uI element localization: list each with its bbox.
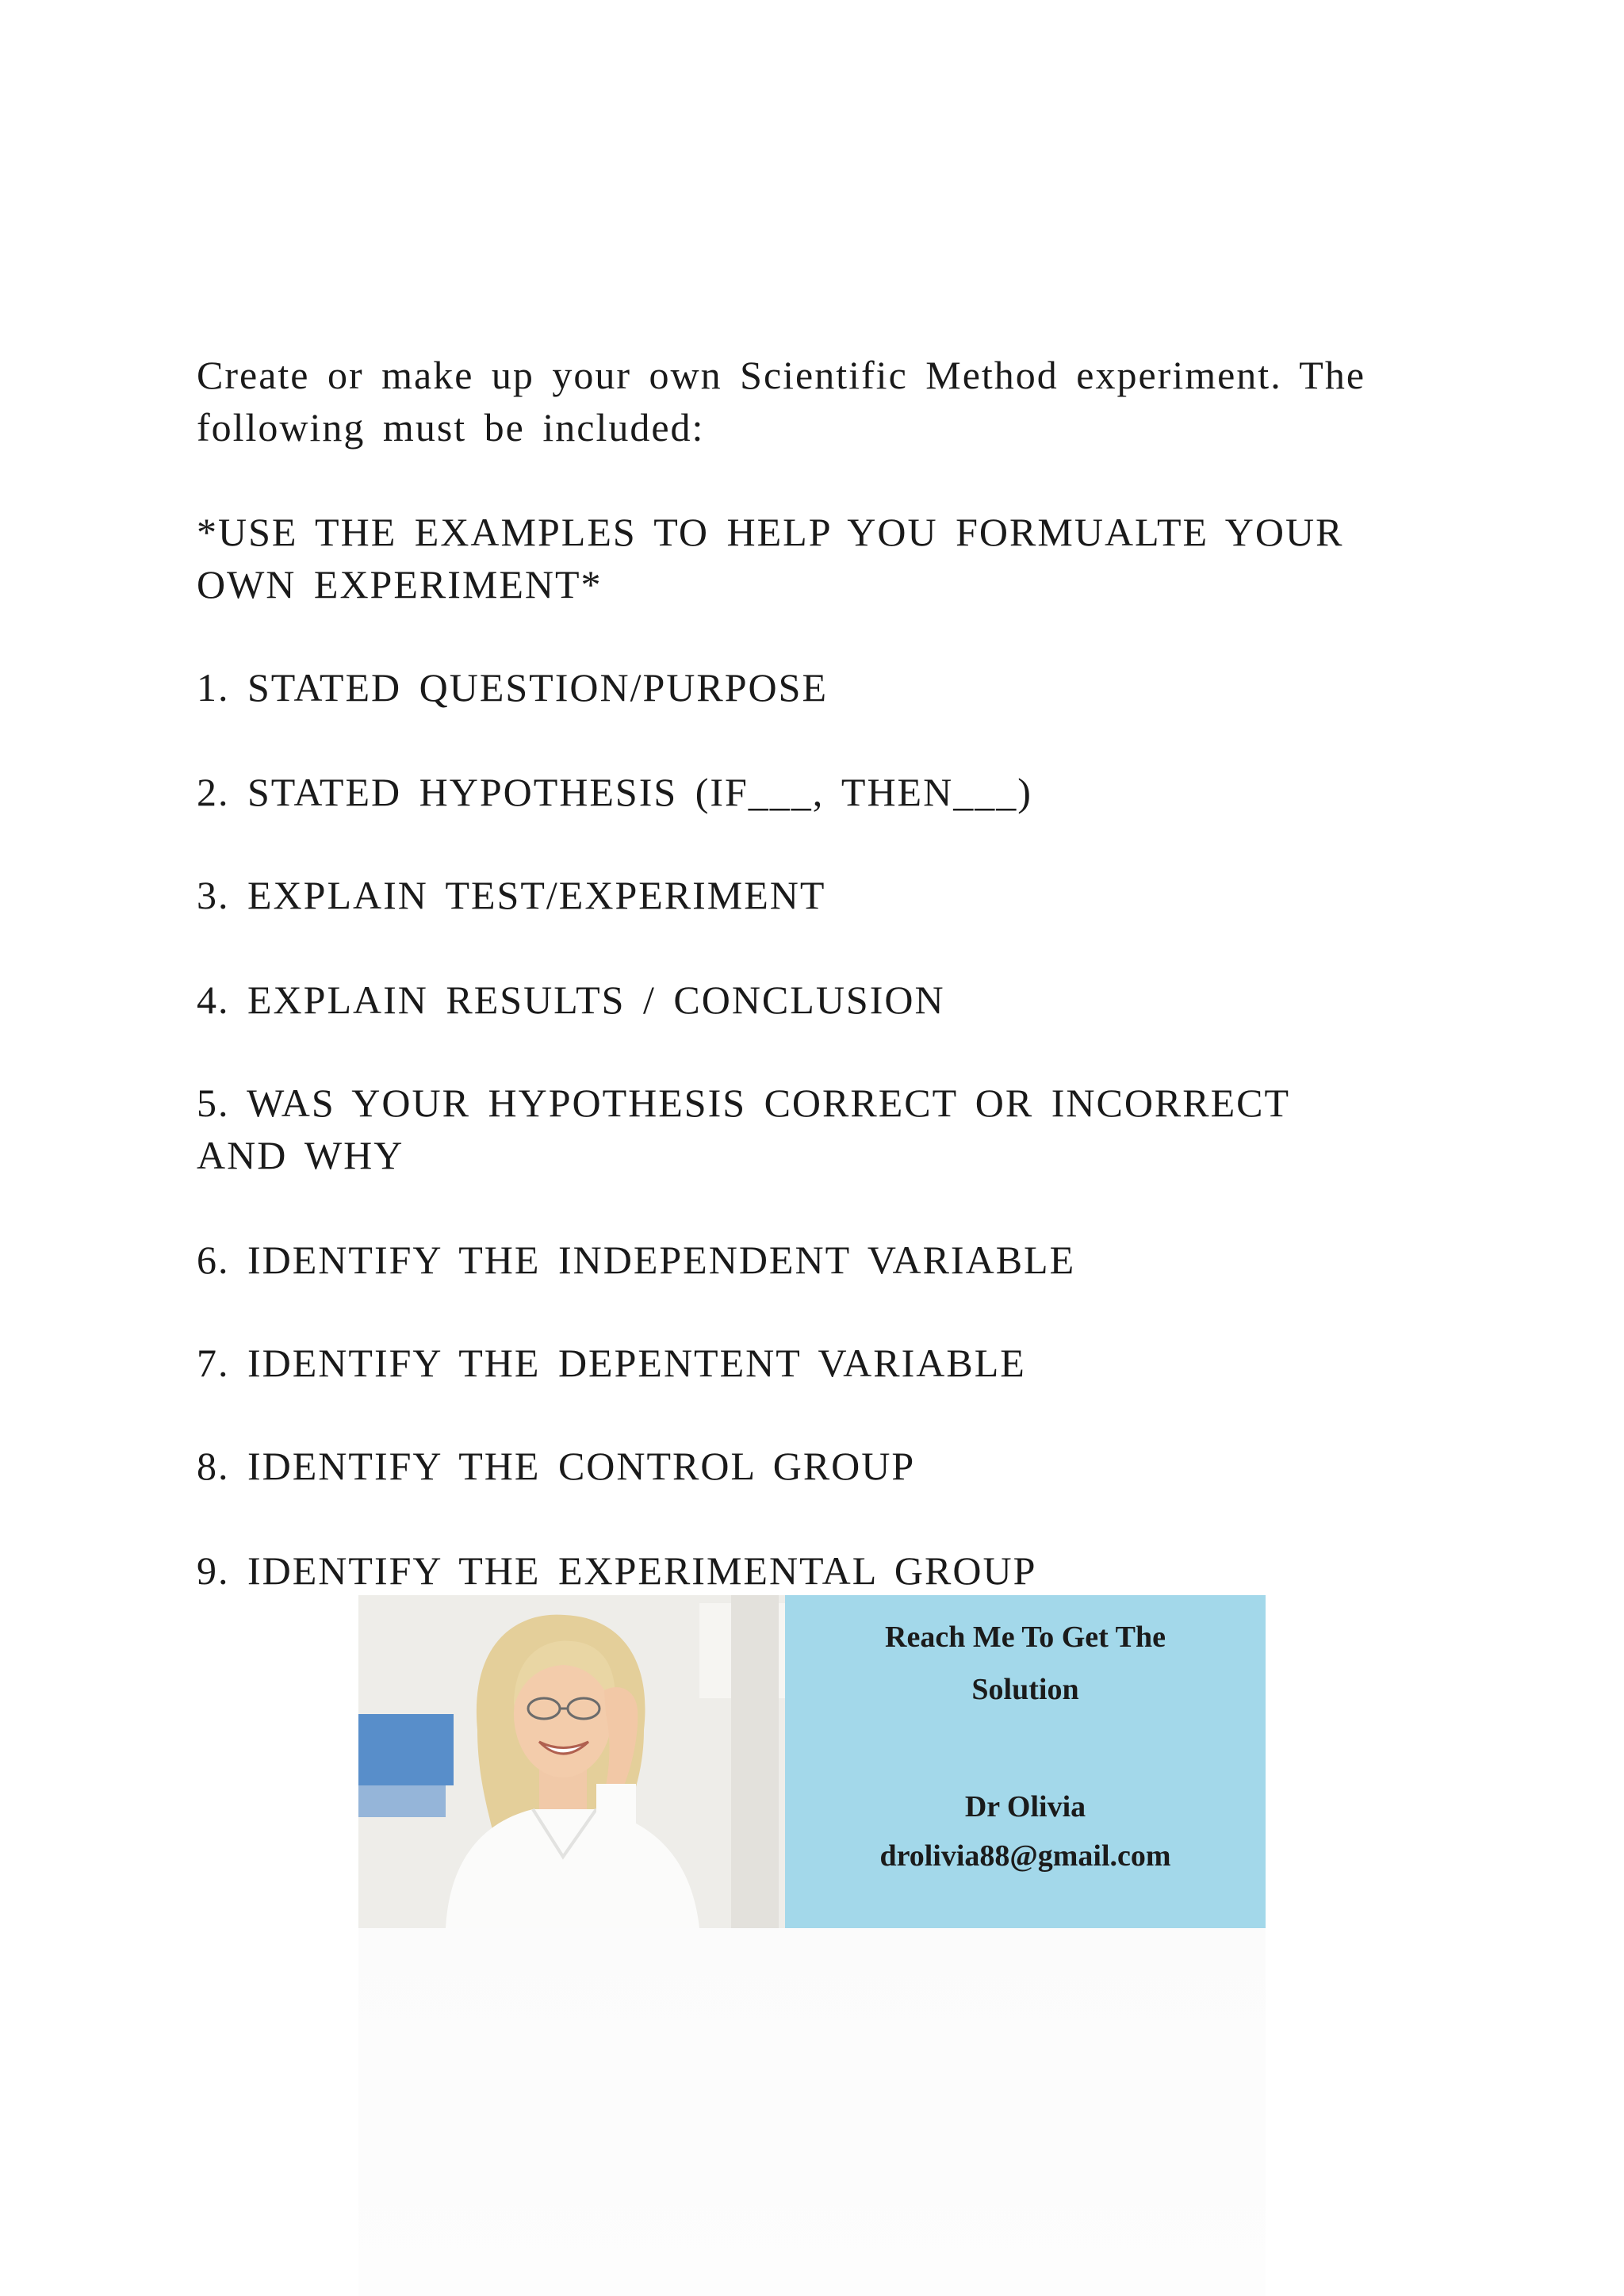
instruction-note xyxy=(197,506,1418,610)
list-item: 1. STATED QUESTION/PURPOSE xyxy=(197,665,829,710)
list-item: 3. EXPLAIN TEST/EXPERIMENT xyxy=(197,873,826,917)
list-item-line-1: 5. WAS YOUR HYPOTHESIS CORRECT OR INCORRECT xyxy=(197,1081,1291,1125)
intro-paragraph xyxy=(197,349,1418,453)
list-item: 6. IDENTIFY THE INDEPENDENT VARIABLE xyxy=(197,1238,1076,1282)
faded-image-area xyxy=(358,1928,1266,2296)
list-item xyxy=(197,1077,1418,1181)
woman-photo xyxy=(358,1595,785,1928)
list-item: 7. IDENTIFY THE DEPENTENT VARIABLE xyxy=(197,1341,1026,1385)
intro-line-2: following must be included: xyxy=(197,405,705,450)
list-item: 9. IDENTIFY THE EXPERIMENTAL GROUP xyxy=(197,1548,1037,1593)
contact-email: drolivia88@gmail.com xyxy=(879,1839,1171,1873)
list-item: 4. EXPLAIN RESULTS / CONCLUSION xyxy=(197,978,945,1022)
contact-name: Dr Olivia xyxy=(964,1790,1086,1823)
ad-subheadline: Solution xyxy=(971,1673,1079,1706)
ad-headline: Reach Me To Get The xyxy=(885,1621,1166,1654)
woman-illustration xyxy=(358,1595,785,1928)
note-line-1: *USE THE EXAMPLES TO HELP YOU FORMUALTE YOUR xyxy=(197,510,1344,554)
contact-info-panel xyxy=(785,1595,1266,1928)
list-item: 2. STATED HYPOTHESIS (IF___, THEN___) xyxy=(197,770,1032,814)
list-item: 8. IDENTIFY THE CONTROL GROUP xyxy=(197,1444,916,1488)
contact-ad-banner xyxy=(358,1595,1266,1928)
note-line-2: OWN EXPERIMENT* xyxy=(197,562,603,607)
intro-line-1: Create or make up your own Scientific Method experiment. The xyxy=(197,353,1366,397)
list-item-line-2: AND WHY xyxy=(197,1133,404,1177)
